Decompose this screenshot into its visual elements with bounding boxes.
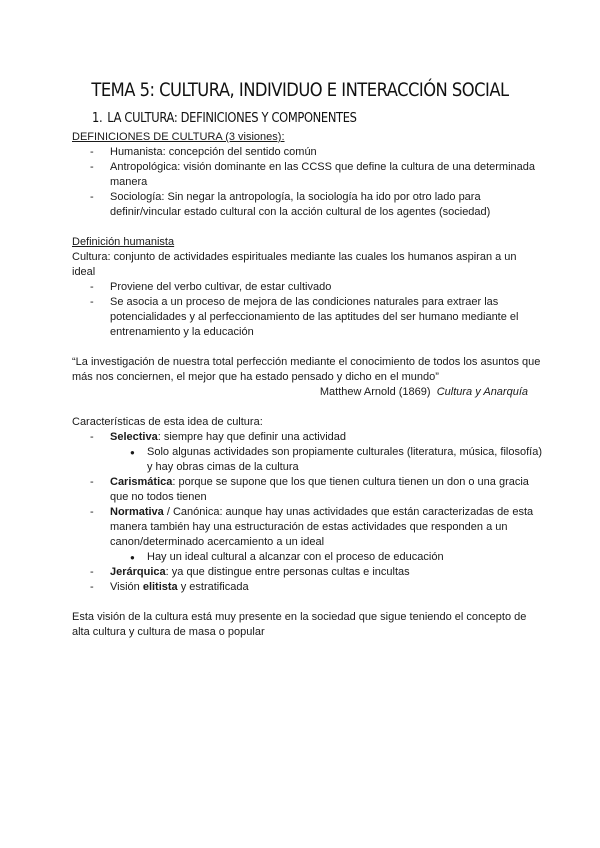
list-item: - Sociología: Sin negar la antropología, la sociología ha ido por otro lado para definir/vincular estado cultural con la acción cultural de los agentes (sociedad) [72, 190, 542, 220]
term-carismatica: Carismática [110, 476, 173, 488]
term-elitista: elitista [142, 581, 178, 593]
closing-paragraph: Esta visión de la cultura está muy presente en la sociedad que sigue teniendo el concepto de alta cultura y cultura de masa o popular [72, 611, 527, 638]
sub-list-item: ● Solo algunas actividades son propiamente culturales (literatura, música, filosofía) y hay obras cimas de la cultura [110, 445, 542, 475]
quote-work: Cultura y Anarquía [436, 386, 528, 398]
term-description: : siempre hay que definir una actividad [157, 431, 347, 443]
list-item: - Se asocia a un proceso de mejora de las condiciones naturales para extraer las potencialidades y al perfeccionamiento de las aptitudes del ser humano mediante el entrenamiento y la educación [72, 295, 542, 340]
list-item [72, 565, 542, 580]
list-item: - Proviene del verbo cultivar, de estar cultivado [72, 280, 542, 295]
quote-author: Matthew Arnold (1869) [319, 386, 431, 398]
quote-attribution [72, 385, 542, 400]
list-item: - Humanista: concepción del sentido común [72, 145, 542, 160]
humanist-heading: Definición humanista [72, 236, 175, 248]
section-heading-text: LA CULTURA: DEFINICIONES Y COMPONENTES [107, 110, 357, 126]
list-item [72, 580, 542, 595]
humanist-list [72, 280, 542, 340]
humanist-intro: Cultura: conjunto de actividades espirituales mediante las cuales los humanos aspiran a un ideal [72, 251, 517, 278]
term-selectiva: Selectiva [110, 431, 158, 443]
term-description: / Canónica: aunque hay unas actividades que están caracterizadas de esta manera también hay una estructuración de estas actividades que responden a un canon/determinado acercamiento a un ideal [110, 506, 534, 548]
section-heading [92, 109, 357, 127]
definitions-heading: DEFINICIONES DE CULTURA (3 visiones): [72, 131, 285, 143]
list-item [72, 475, 542, 505]
characteristics-list [72, 430, 542, 595]
term-description: y estratificada [177, 581, 249, 593]
term-prefix: Visión [110, 581, 143, 593]
list-item: - Antropológica: visión dominante en las CCSS que define la cultura de una determinada manera [72, 160, 542, 190]
page-title: TEMA 5: CULTURA, INDIVIDUO E INTERACCIÓN SOCIAL [91, 79, 509, 101]
sub-list [110, 550, 542, 565]
list-item [72, 505, 542, 565]
sub-list-item: ● Hay un ideal cultural a alcanzar con el proceso de educación [110, 550, 542, 565]
sub-list [110, 445, 542, 475]
section-number: 1. [92, 110, 103, 126]
quote-text: “La investigación de nuestra total perfección mediante el conocimiento de todos los asuntos que más nos conciernen, el mejor que ha estado pensado y dicho en el mundo” [72, 356, 541, 383]
list-item [72, 430, 542, 475]
term-description: : porque se supone que los que tienen cultura tienen un don o una gracia que no todos tienen [110, 476, 529, 503]
term-normativa: Normativa [110, 506, 164, 518]
definitions-list [72, 145, 542, 220]
characteristics-heading: Características de esta idea de cultura: [72, 416, 263, 428]
term-jerarquica: Jerárquica [110, 566, 166, 578]
term-description: : ya que distingue entre personas cultas e incultas [165, 566, 410, 578]
document-body [72, 130, 542, 640]
